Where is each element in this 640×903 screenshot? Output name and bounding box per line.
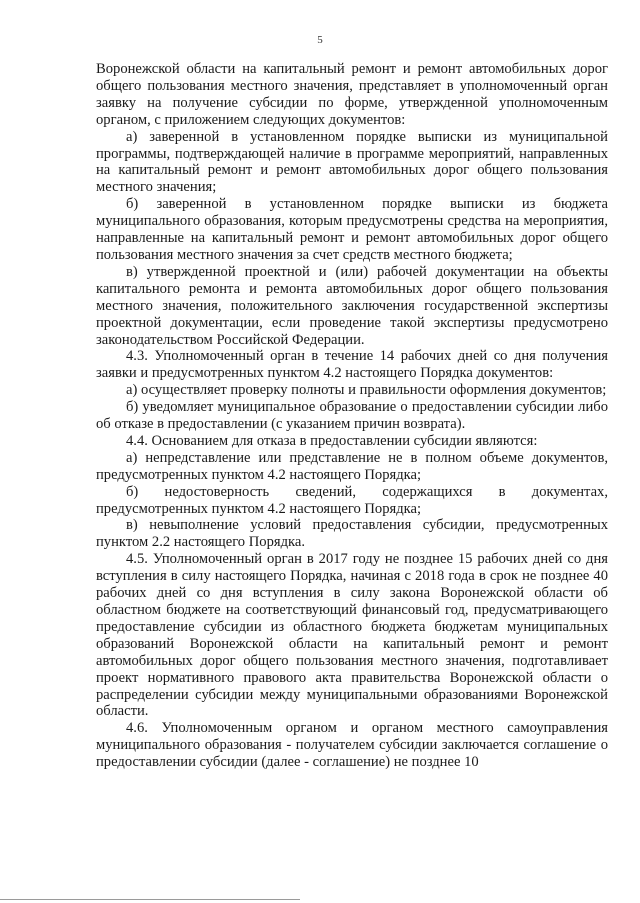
paragraph-item-a-program-extract: а) заверенной в установленном порядке выписки из муниципальной программы, подтверждающей наличие в программе мероприятий, направленных на капитальный ремонт и ремонт автомобильных дорог общего пользования местного значения; bbox=[96, 128, 608, 196]
paragraph-item-b-budget-extract: б) заверенной в установленном порядке выписки из бюджета муниципального образования, которым предусмотрены средства на мероприятия, направленные на капитальный ремонт и ремонт автомобильных дорог общего пользования местного значения за счет средств местного бюджета; bbox=[96, 196, 608, 263]
bottom-divider bbox=[0, 899, 300, 900]
paragraph-clause-4-5: 4.5. Уполномоченный орган в 2017 году не позднее 15 рабочих дней со дня вступления в силу настоящего Порядка, начиная с 2018 года в срок не позднее 40 рабочих дней со дня вступления в силу закона Воронежской области об областном бюджете на соответствующий финансовый год, предусматривающего предоставление субсидии из областного бюджета бюджетам муниципальных образований Воронежской области на капитальный ремонт и ремонт автомобильных дорог общего пользования местного значения, подготавливает проект нормативного правового акта правительства Воронежской области о распределении субсидии между муниципальными образованиями Воронежской области. bbox=[96, 551, 608, 720]
paragraph-clause-4-3: 4.3. Уполномоченный орган в течение 14 рабочих дней со дня получения заявки и предусмотренных пунктом 4.2 настоящего Порядка документов: bbox=[96, 348, 608, 382]
paragraph-clause-4-6: 4.6. Уполномоченным органом и органом местного самоуправления муниципального образования - получателем субсидии заключается соглашение о предоставлении субсидии (далее - соглашение) не позднее 10 bbox=[96, 720, 608, 771]
page-number: 5 bbox=[317, 34, 323, 46]
paragraph-item-a-nonsubmission: а) непредставление или представление не в полном объеме документов, предусмотренных пунктом 4.2 настоящего Порядка; bbox=[96, 449, 608, 483]
paragraph-item-v-project-docs: в) утвержденной проектной и (или) рабочей документации на объекты капитального ремонта и ремонта автомобильных дорог общего пользования местного значения, положительного заключения государственной экспертизы проектной документации, если проведение такой экспертизы предусмотрено законодательством Российской Федерации. bbox=[96, 263, 608, 348]
paragraph-clause-4-4: 4.4. Основанием для отказа в предоставлении субсидии являются: bbox=[126, 432, 538, 449]
paragraph-item-a-check: а) осуществляет проверку полноты и правильности оформления документов; bbox=[126, 382, 607, 399]
paragraph-item-b-notify: б) уведомляет муниципальное образование о предоставлении субсидии либо об отказе в предоставлении (с указанием причин возврата). bbox=[96, 399, 608, 433]
paragraph-item-v-noncompliance: в) невыполнение условий предоставления субсидии, предусмотренных пунктом 2.2 настоящего Порядка. bbox=[96, 517, 608, 551]
document-body bbox=[96, 61, 608, 771]
paragraph-continuation: Воронежской области на капитальный ремонт и ремонт автомобильных дорог общего пользования местного значения, представляет в уполномоченный орган заявку на получение субсидии по форме, утвержденной уполномоченным органом, с приложением следующих документов: bbox=[96, 61, 608, 128]
paragraph-item-b-unreliability: б) недостоверность сведений, содержащихся в документах, предусмотренных пунктом 4.2 настоящего Порядка; bbox=[96, 483, 608, 517]
